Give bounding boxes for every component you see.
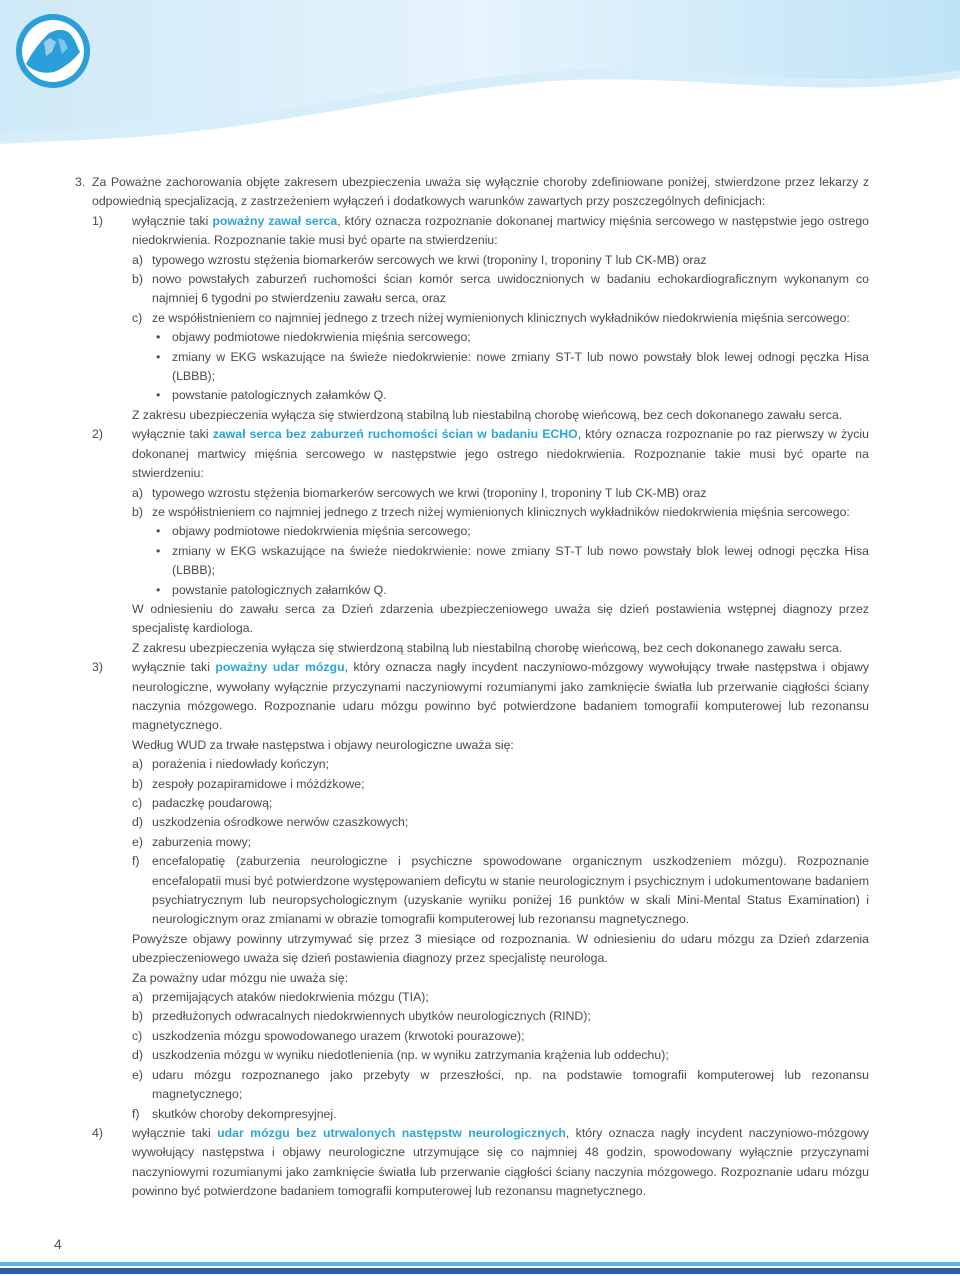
bullet-item: • powstanie patologicznych załamków Q.: [152, 386, 869, 405]
list-item: b) zespoły pozapiramidowe i móżdżkowe;: [132, 776, 365, 791]
section-1-bullets: [152, 328, 869, 406]
header-banner: [0, 0, 960, 150]
section-4-number: 4): [92, 1125, 103, 1140]
bullet-icon: •: [156, 524, 161, 539]
section-3-consequences: [132, 755, 869, 930]
section-3-text: wyłącznie taki poważny udar mózgu, który oznacza nagły incydent naczyniowo-mózgowy wywołujący trwałe następstwa i objawy neurologiczne, wywołany wyłącznie przyczynami naczyniowymi rozumianymi jako zamknięcie światła lub przerwanie ciągłości ściany naczynia mózgowego. Rozpoznanie udaru mózgu powinno być potwierdzone badaniem tomografii komputerowej lub rezonansu magnetycznego.: [132, 660, 870, 733]
list-item: b) nowo powstałych zaburzeń ruchomości ścian komór serca uwidocznionych w badaniu echokardiograficznym wykonanym co najmniej 6 tygodni po stwierdzeniu zawału serca, oraz: [132, 272, 869, 306]
section-3-wud-intro: Według WUD za trwałe następstwa i objawy neurologiczne uważa się:: [132, 737, 514, 752]
footer-line-dark: [0, 1268, 960, 1274]
document-body: [75, 173, 870, 1202]
section-4-highlight: udar mózgu bez utrwalonych następstw neurologicznych: [217, 1125, 566, 1140]
list-item: a) typowego wzrostu stężenia biomarkerów sercowych we krwi (troponiny I, troponiny T lub CK-MB) oraz: [132, 252, 707, 267]
bullet-icon: •: [156, 349, 161, 364]
section-1-exclusion: Z zakresu ubezpieczenia wyłącza się stwierdzoną stabilną lub niestabilną chorobę wieńcową, bez cech dokonanego zawału serca.: [132, 407, 843, 422]
section-2-exclusion: Z zakresu ubezpieczenia wyłącza się stwierdzoną stabilną lub niestabilną chorobę wieńcową, bez cech dokonanego zawału serca.: [132, 640, 843, 655]
section-2-highlight: zawał serca bez zaburzeń ruchomości ścian w badaniu ECHO: [212, 427, 578, 442]
list-item: d) uszkodzenia ośrodkowe nerwów czaszkowych;: [132, 815, 409, 830]
bullet-icon: •: [156, 582, 161, 597]
list-item: e) zaburzenia mowy;: [132, 834, 252, 849]
section-2-bullets: [152, 522, 869, 600]
section-3-not-intro: Za poważny udar mózgu nie uważa się:: [132, 970, 348, 985]
rock-of-gibraltar-logo-icon: [14, 12, 92, 90]
bullet-icon: •: [156, 388, 161, 403]
bullet-item: • zmiany w EKG wskazujące na świeże niedokrwienie: nowe zmiany ST-T lub nowo powstały blok lewej odnogi pęczka Hisa (LBBB);: [152, 348, 869, 387]
section-2-note: W odniesieniu do zawału serca za Dzień zdarzenia ubezpieczeniowego uważa się dzień postawienia wstępnej diagnozy przez specjalistę kardiologa.: [132, 601, 869, 636]
intro-text: Za Poważne zachorowania objęte zakresem ubezpieczenia uważa się wyłącznie choroby zdefiniowane poniżej, stwierdzone przez lekarzy z odpowiednią specjalizacją, z zastrzeżeniem wyłączeń i dodatkowych warunków zawartych przy poszczególnych definicjach:: [92, 175, 869, 209]
bullet-item: • objawy podmiotowe niedokrwienia mięśnia sercowego;: [152, 328, 869, 347]
section-2: [92, 425, 869, 483]
section-3-number: 3): [92, 660, 103, 675]
bullet-item: • zmiany w EKG wskazujące na świeże niedokrwienie: nowe zmiany ST-T lub nowo powstały blok lewej odnogi pęczka Hisa (LBBB);: [152, 542, 869, 581]
footer-line-light: [0, 1262, 960, 1266]
bullet-item: • powstanie patologicznych załamków Q.: [152, 581, 869, 600]
list-item: c) ze współistnieniem co najmniej jednego z trzech niżej wymienionych klinicznych wykładników niedokrwienia mięśnia sercowego:: [132, 310, 850, 325]
list-item: c) padaczkę poudarową;: [132, 796, 273, 810]
section-3-exclusions: [132, 988, 869, 1124]
list-item: e) udaru mózgu rozpoznanego jako przebyty w przeszłości, np. na podstawie tomografii komputerowej lub rezonansu magnetycznego;: [132, 1067, 869, 1102]
intro-paragraph: [75, 173, 869, 212]
list-item: a) przemijających ataków niedokrwienia mózgu (TIA);: [132, 990, 429, 1005]
section-4: [92, 1124, 869, 1202]
section-1-number: 1): [92, 213, 103, 228]
list-item: a) typowego wzrostu stężenia biomarkerów sercowych we krwi (troponiny I, troponiny T lub CK-MB) oraz: [132, 485, 707, 500]
section-1-criteria: [132, 251, 869, 406]
list-item: f) skutków choroby dekompresyjnej.: [132, 1106, 337, 1121]
section-2-text: wyłącznie taki zawał serca bez zaburzeń ruchomości ścian w badaniu ECHO, który oznacza rozpoznanie po raz pierwszy w życiu dokonanej martwicy mięśnia sercowego w następstwie jego ostrego niedokrwienia. Rozpoznanie takie musi być oparte na stwierdzeniu:: [132, 427, 870, 481]
section-1-highlight: poważny zawał serca: [212, 213, 338, 228]
section-1-text: wyłącznie taki poważny zawał serca, który oznacza rozpoznanie dokonanej martwicy mięśnia sercowego w następstwie jego ostrego niedokrwienia. Rozpoznanie takie musi być oparte na stwierdzeniu:: [132, 213, 869, 248]
section-3-highlight: poważny udar mózgu: [215, 660, 345, 675]
banner-wave: [0, 0, 960, 150]
intro-number: 3.: [75, 175, 86, 189]
bullet-icon: •: [156, 330, 161, 345]
list-item: b) ze współistnieniem co najmniej jednego z trzech niżej wymienionych klinicznych wykładników niedokrwienia mięśnia sercowego:: [132, 504, 850, 519]
section-2-number: 2): [92, 427, 103, 442]
bullet-item: • objawy podmiotowe niedokrwienia mięśnia sercowego;: [152, 522, 869, 541]
section-3-duration: Powyższe objawy powinny utrzymywać się przez 3 miesiące od rozpoznania. W odniesieniu do udaru mózgu za Dzień zdarzenia ubezpieczeniowego uważa się dzień postawienia diagnozy przez specjalistę neurologa.: [132, 931, 869, 966]
list-item: f) encefalopatię (zaburzenia neurologiczne i psychiczne spowodowane organicznym uszkodzeniem mózgu). Rozpoznanie encefalopatii musi być potwierdzone występowaniem deficytu w stanie neurologicznym i psychicznym i udokumentowane badaniem psychiatrycznym lub neuropsychologicznym (uzyskanie wyniku poniżej 16 punktów w skali Mini-Mental Status Examination) i neurologicznym oraz zmianami w obrazie tomografii komputerowej lub rezonansu magnetycznego.: [132, 854, 869, 927]
list-item: b) przedłużonych odwracalnych niedokrwiennych ubytków neurologicznych (RIND);: [132, 1009, 591, 1024]
section-1: [92, 212, 869, 251]
section-2-criteria: [132, 484, 869, 600]
bullet-icon: •: [156, 543, 161, 558]
section-4-text: wyłącznie taki udar mózgu bez utrwalonych następstw neurologicznych, który oznacza nagły incydent naczyniowo-mózgowy wywołujący następstwa i objawy neurologiczne utrzymujące się co najmniej 48 godzin, spowodowany wyłącznie przyczynami naczyniowymi rozumianymi jako zamknięcie światła lub przerwanie ciągłości ściany naczynia mózgowego. Rozpoznanie udaru mózgu powinno być potwierdzone badaniem tomografii komputerowej lub rezonansu magnetycznego.: [132, 1125, 869, 1199]
list-item: c) uszkodzenia mózgu spowodowanego urazem (krwotoki pourazowe);: [132, 1028, 525, 1043]
list-item: d) uszkodzenia mózgu w wyniku niedotlenienia (np. w wyniku zatrzymania krążenia lub oddechu);: [132, 1048, 669, 1063]
list-item: a) porażenia i niedowłady kończyn;: [132, 757, 330, 772]
page-number: 4: [54, 1236, 62, 1252]
section-3: [92, 658, 869, 736]
